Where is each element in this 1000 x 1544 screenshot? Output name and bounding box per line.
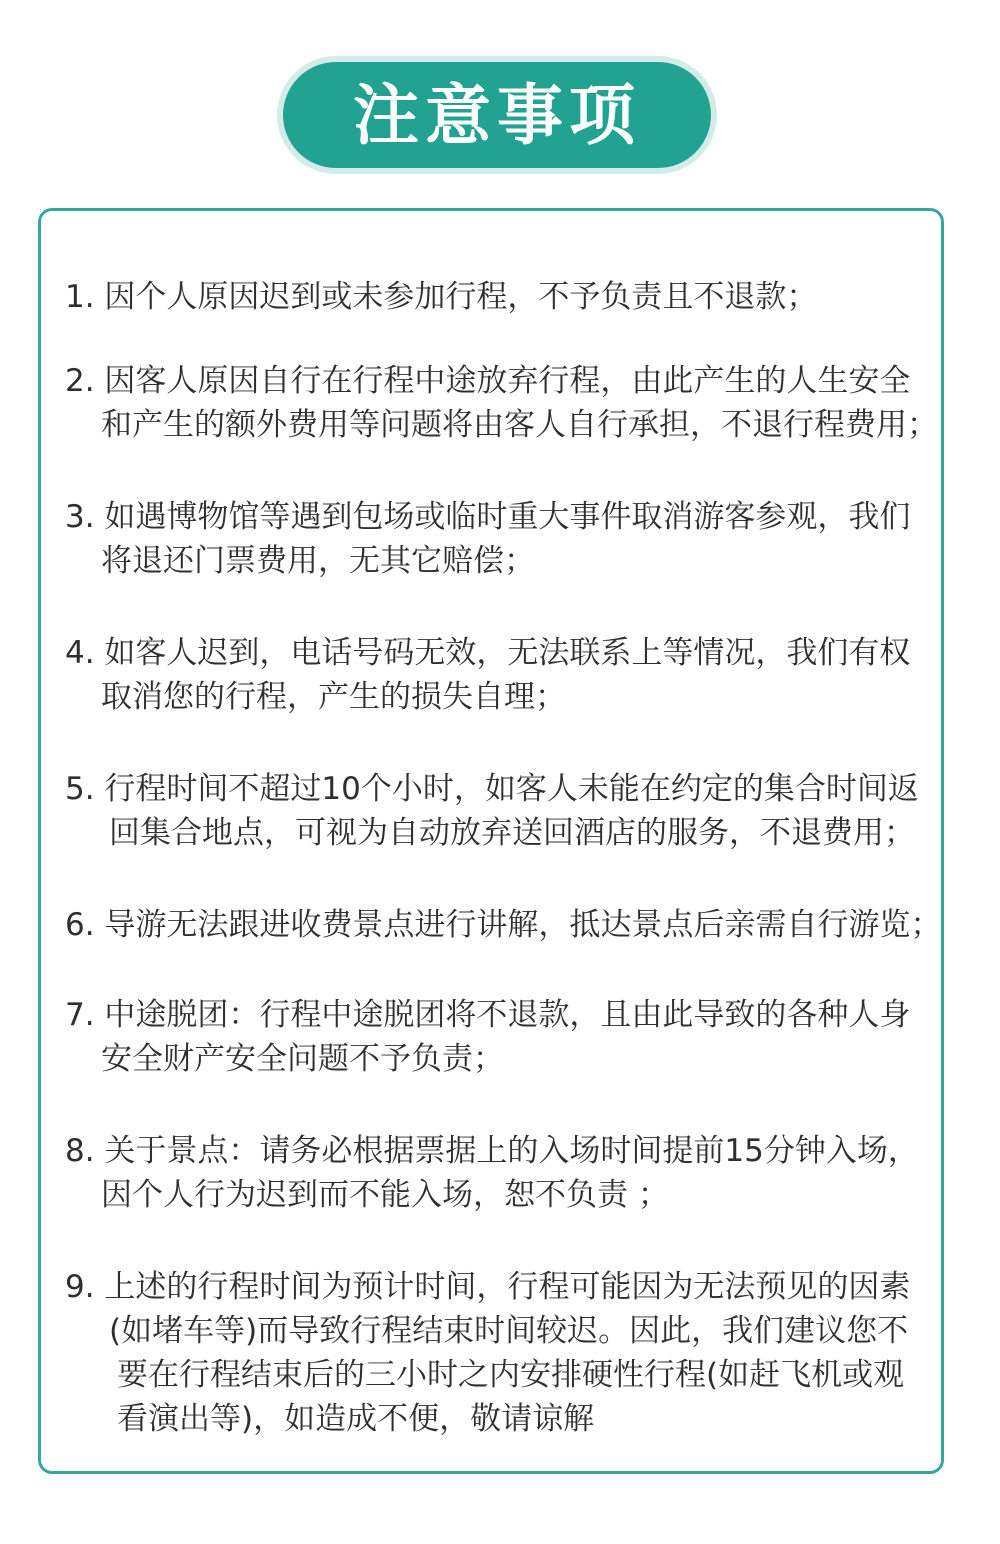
notice-item-7 — [65, 993, 925, 1081]
notice-9-line-3: 要在行程结束后的三小时之内安排硬性行程(如赶飞机或观 — [117, 1357, 905, 1393]
notice-item-5 — [65, 767, 925, 855]
notice-7-line-1: 7. 中途脱团：行程中途脱团将不退款，且由此导致的各种人身 — [65, 997, 911, 1033]
notice-item-3 — [65, 495, 925, 583]
notice-6-line-1: 6. 导游无法跟进收费景点进行讲解，抵达景点后亲需自行游览； — [65, 907, 942, 943]
title-banner — [283, 62, 711, 168]
notice-2-line-2: 和产生的额外费用等问题将由客人自行承担，不退行程费用； — [101, 407, 938, 443]
notice-5-line-2: 回集合地点，可视为自动放弃送回酒店的服务，不退费用； — [109, 815, 915, 851]
notice-9-line-1: 9. 上述的行程时间为预计时间，行程可能因为无法预见的因素 — [65, 1269, 911, 1305]
notice-item-9 — [65, 1265, 925, 1441]
notice-panel — [38, 208, 944, 1474]
notice-item-6 — [65, 903, 942, 947]
notice-9-line-2: (如堵车等)而导致行程结束时间较迟。因此，我们建议您不 — [109, 1313, 909, 1349]
notice-5-line-1: 5. 行程时间不超过10个小时，如客人未能在约定的集合时间返 — [65, 771, 919, 807]
notice-8-line-2: 因个人行为迟到而不能入场，恕不负责 ； — [101, 1177, 669, 1213]
notice-4-line-1: 4. 如客人迟到，电话号码无效，无法联系上等情况，我们有权 — [65, 635, 911, 671]
notice-item-1 — [65, 275, 925, 319]
notice-9-line-4: 看演出等)，如造成不便，敬请谅解 — [117, 1401, 595, 1437]
notice-4-line-2: 取消您的行程，产生的损失自理； — [101, 679, 566, 715]
notice-2-line-1: 2. 因客人原因自行在行程中途放弃行程，由此产生的人生安全 — [65, 363, 911, 399]
notice-item-4 — [65, 631, 925, 719]
notice-8-line-1: 8. 关于景点：请务必根据票据上的入场时间提前15分钟入场， — [65, 1133, 919, 1169]
notice-1-line-1: 1. 因个人原因迟到或未参加行程，不予负责且不退款； — [65, 279, 818, 315]
notice-7-line-2: 安全财产安全问题不予负责； — [101, 1041, 504, 1077]
notice-item-8 — [65, 1129, 925, 1217]
page-title: 注意事项 — [353, 76, 641, 154]
notice-item-2 — [65, 359, 938, 447]
notice-3-line-2: 将退还门票费用，无其它赔偿； — [101, 543, 535, 579]
notice-3-line-1: 3. 如遇博物馆等遇到包场或临时重大事件取消游客参观，我们 — [65, 499, 911, 535]
